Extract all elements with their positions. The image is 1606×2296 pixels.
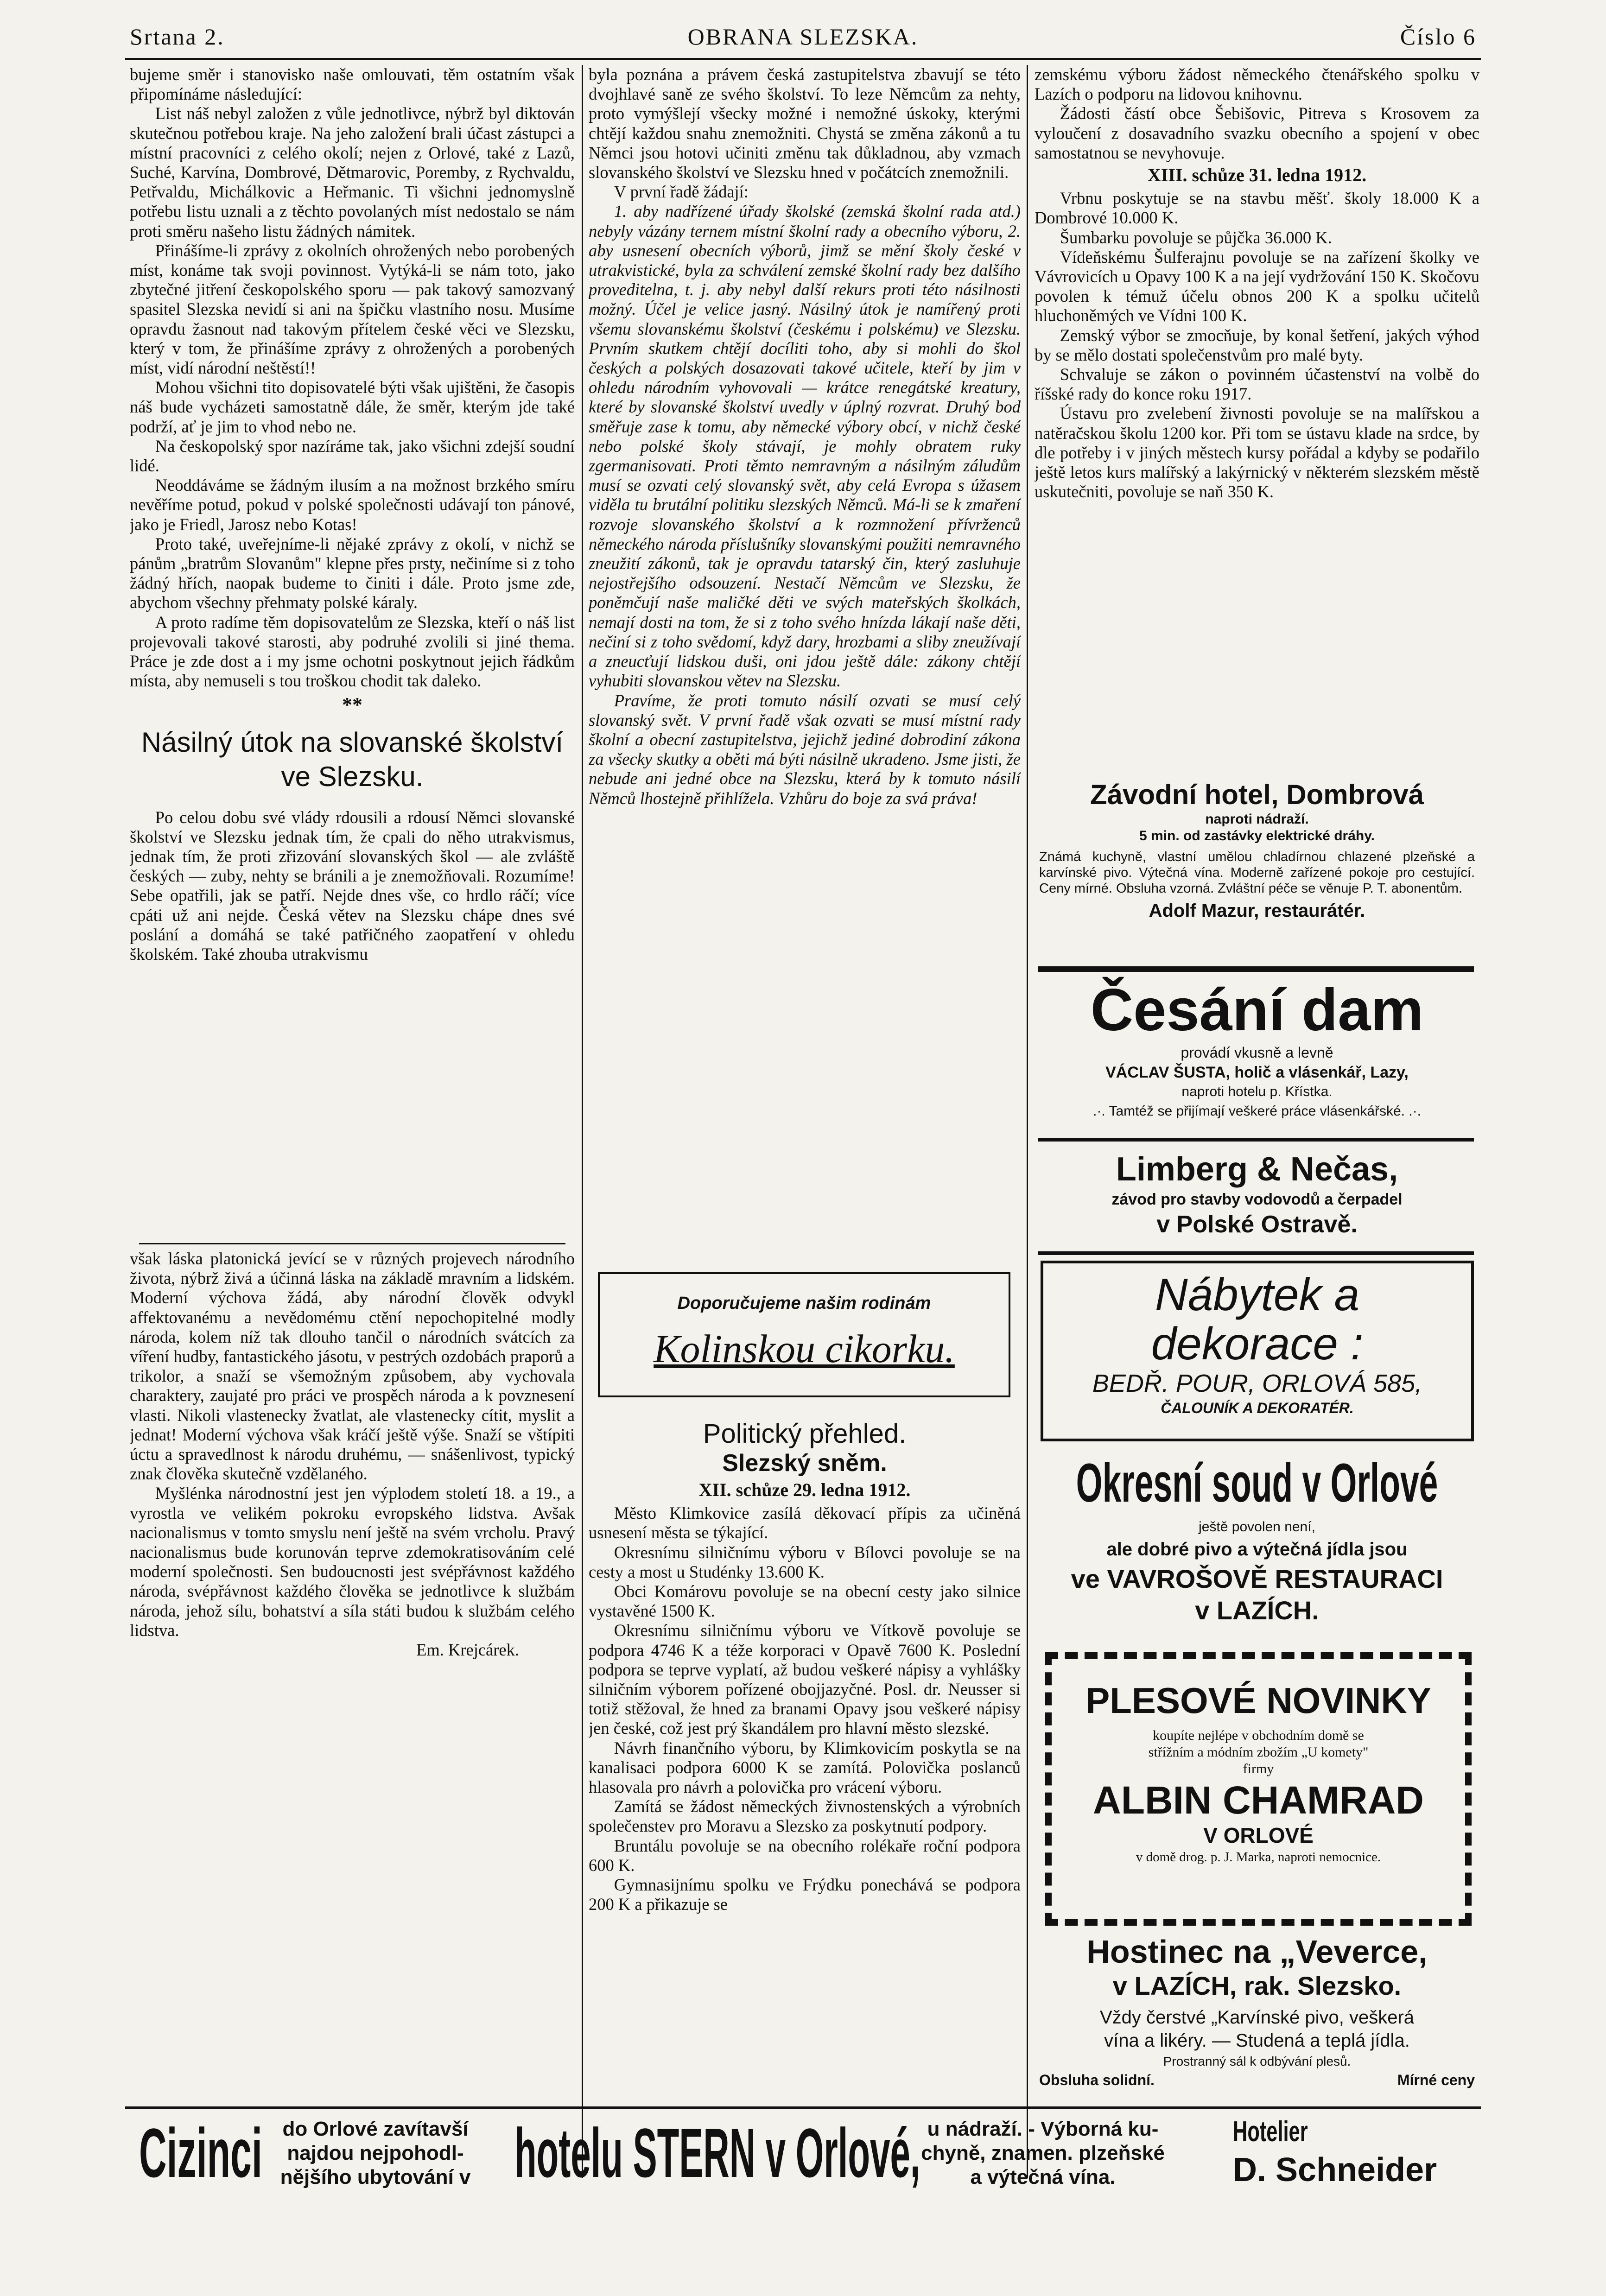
paragraph: Šumbarku povoluje se půjčka 36.000 K. <box>1060 228 1332 247</box>
ad-line: Vždy čerstvé „Karvínské pivo, veškerá <box>1099 2007 1415 2028</box>
ad-line: závod pro stavby vodovodů a čerpadel <box>1111 1191 1403 1208</box>
paragraph: Vrbnu poskytuje se na stavbu měšť. školy 18.000 K a Dombrové 10.000 K. <box>1035 189 1479 228</box>
session-heading: XII. schůze 29. ledna 1912. <box>698 1479 911 1500</box>
paragraph: List náš nebyl založen z vůle jednotlivce, nýbrž byl diktován skutečnou potřebou kraje. Na jeho založení brali účast zástupci a místní pracovníci z celého okolí; nejen z Orlové, také z Lazů, Suché, Karvína, Dombrové, Dětmarovic, Poremby, z Rychvaldu, Petřvaldu, Michálkovic a Heřmanic. Ti všichni jednomyslně potřebu listu uznali a z těchto povolaných míst nedostalo se nám proti směru našeho listu žádných námitek. <box>130 104 575 241</box>
ad-divider <box>1038 1138 1474 1142</box>
paragraph: Zamítá se žádost německých živnostenských a výrobních společenstev pro Moravu a Slezsko za poskytnutí podpory. <box>589 1797 1021 1836</box>
ad-title: PLESOVÉ NOVINKY <box>1085 1680 1431 1721</box>
paragraph: Pravíme, že proti tomuto násilí ozvati se musí celý slovanský svět. V první řadě však ozvati se musí místní rady školní a obecní zastupitelstva, jejichž jediné dobrodiní zákona za všecky skutky a oběti má býti násilně ukradeno. Jsme jisti, že nebude ani jedné obce na Slezsku, která by k tomuto násilí Němců lhostejně přihlížela. Vzhůru do boje za svá práva! <box>589 691 1021 808</box>
column-divider-1 <box>582 65 583 2178</box>
ad-line: firmy <box>1243 1761 1274 1776</box>
paragraph: však láska platonická jevící se v různých projevech národního života, nýbrž živá a účinná láska na základě mravním a lidském. Moderní výchova žádá, aby národní člověk odvykl affektovanému a nevědomému ctění nepochopitelné modly národa, kolem níž tak dlouho tančil o národních svátcích za víření hudby, fantastického jásotu, v pestrých ozdobách praporů a trikolor, a snaží se všemožným způsobem, aby vychovala charaktery, zaujaté pro práci ve prospěch národa a k povznesení vlasti. Nikoli vlastenecky žvatlat, ale vlastenecky cítit, myslit a jednat! Moderní výchova však kráčí ještě výše. Snaží se vštípiti úctu a spravedlnost k národu druhému, — snášenlivost, typický znak člověka skutečně vzdělaného. <box>130 1249 575 1484</box>
paragraph: zemskému výboru žádost německého čtenářského spolku v Lazích o podporu na lidovou knihovnu. <box>1035 65 1479 104</box>
issue-number: Číslo 6 <box>1400 24 1476 50</box>
ad-name: ALBIN CHAMRAD <box>1093 1778 1424 1822</box>
column-1-upper <box>130 65 575 1237</box>
newspaper-title: OBRANA SLEZSKA. <box>687 24 919 50</box>
ad-line: Mírné ceny <box>1397 2072 1475 2088</box>
ad-line: .·. Tamtéž se přijímají veškeré práce vlásenkářské. .·. <box>1092 1104 1422 1119</box>
paragraph: Žádosti částí obce Šebišovic, Pitreva s Krosovem za vyloučení z dosavadního svazku obecního a spojení v obec samostatnou se nevyhovuje. <box>1035 104 1479 162</box>
ad-title: Nábytek a <box>1155 1269 1360 1320</box>
paragraph: Obci Komárovu povoluje se na obecní cesty jako silnice vystavěné 1500 K. <box>589 1582 1021 1621</box>
ad-line: naproti nádraží. <box>1205 812 1309 827</box>
paragraph: Ústavu pro zvelebení živnosti povoluje se na malířskou a natěračskou školu 1200 kor. Při tom se ústavu klade na srdce, by dle potřeby i v jiných městech kursy pořádal a kdyby se podařilo ještě letos kurs malířský a lakýrnický v některém slezském městě uskutečniti, povoluje se naň 350 K. <box>1035 404 1479 501</box>
column-divider-2 <box>1027 65 1028 2178</box>
ad-body: Známá kuchyně, vlastní umělou chladírnou chlazené plzeňské a karvínské pivo. Výtečná vína. Moderně zařízené pokoje pro cestující. Ceny mírné. Obsluha vzorná. Zvláštní péče se věnuje P. T. abonentům. <box>1039 850 1475 896</box>
ad-title: Závodní hotel, Dombrová <box>1090 779 1424 810</box>
ad-owner: Adolf Mazur, restaurátér. <box>1149 901 1365 921</box>
ad-line: ale dobré pivo a výtečná jídla jsou <box>1106 1539 1408 1560</box>
paragraph: Zemský výbor se zmocňuje, by konal šetření, jakých výhod by se mělo dostati společenstvům pro malé byty. <box>1035 325 1479 364</box>
advertisement-cesani-dam <box>1035 978 1479 1154</box>
ad-line: chyně, znamen. plzeňské <box>921 2142 1165 2164</box>
paragraph: Návrh finančního výboru, by Klimkovicím poskytla se na kanalisaci podpora 6000 K se zamítá. Polovička poslanců hlasovala pro návrh a polovička pro vrácení výboru. <box>589 1738 1021 1797</box>
paragraph: Myšlénka národnostní jest jen výplodem století 18. a 19., a vyrostla ve velikém pokroku evropského lidstva. Avšak nacionalismus v tomto smyslu není ještě na svém vrcholu. Pravý nacionalismus bude korunován teprve zdemokratisováním celé moderní společnosti. Sen budoucnosti jest svépřávnost každého národa, svépřávnost každého člověka se jednotlivce k službám národa, jehož sílu, bohatství a síla státi budou k službám celého lidstva. <box>130 1484 575 1640</box>
ad-line: najdou nejpohodl- <box>287 2142 464 2164</box>
ad-line: Prostranný sál k odbývání plesů. <box>1163 2054 1351 2068</box>
subsection-heading: Slezský sněm. <box>722 1450 887 1477</box>
ad-line: střížním a módním zbožím „U komety" <box>1148 1744 1369 1760</box>
ad-line: v domě drog. p. J. Marka, naproti nemocnice. <box>1136 1850 1381 1865</box>
ad-hotel-stern: hotelu STERN v Orlové, <box>514 2114 920 2192</box>
ad-line: Obsluha solidní. <box>1039 2072 1155 2088</box>
ad-line: ve VAVROŠOVĚ RESTAURACI <box>1071 1564 1443 1593</box>
section-heading: Politický přehled. <box>703 1419 907 1449</box>
paragraph: Proto také, uveřejníme-li nějaké zprávy z okolí, v nichž se pánům „bratrům Slovanům" klepne přes prsty, nečiníme si z toho žádný hřích, naopak budeme to činiti i dále. Proto jsme zde, abychom všechny přehmaty polské káraly. <box>130 534 575 612</box>
column-2-lower <box>589 1414 1021 2178</box>
column-1-break-rule <box>139 1243 565 1244</box>
ad-title: Česání dam <box>1090 977 1424 1043</box>
ad-title: dekorace : <box>1151 1318 1364 1369</box>
ad-divider <box>1038 1251 1474 1255</box>
ad-line: naproti hotelu p. Křístka. <box>1181 1084 1333 1099</box>
paragraph: Schvaluje se zákon o povinném účastenství na volbě do říšské rady do konce roku 1917. <box>1035 365 1479 404</box>
advertisement-hostinec-veverka <box>1035 1933 1479 2099</box>
ad-title: Okresní soud v Orlové <box>1076 1452 1438 1514</box>
paragraph: Okresnímu silničnímu výboru ve Vítkově povoluje se podpora 4746 K a téže korporaci v Opavě 7600 K. Poslední podpora se teprve vyplatí, až budou veškeré nápisy a vyhlášky silničním výborem pořízené obojjazyčné. Posl. dr. Neusser si totiž stěžoval, že hned za branami Opavy jsou veškeré nápisy jen české, což jest prý škandálem pro hlavní město slezské. <box>589 1621 1021 1738</box>
ad-title: Limberg & Nečas, <box>1116 1151 1398 1188</box>
ad-line: vína a likéry. — Studená a teplá jídla. <box>1104 2030 1410 2051</box>
advertisement-cikorka <box>598 1272 1010 1397</box>
paragraph: bujeme směr i stanovisko naše omlouvati, těm ostatním však připomínáme následující: <box>130 65 575 104</box>
paragraph: 1. aby nadřízené úřady školské (zemská školní rada atd.) nebyly vázány ternem místní školní rady a obecního výboru, 2. aby usnesení obecních výborů, jimž se mění školy české v utrakvistické, byla za schválení zemské školní rady bez dalšího proveditelna, t. j. aby nebyl další rekurs proti této násilnosti možný. Účel je velice jasný. Násilný útok je namířený proti všemu slovanskému školství (českému i polskému) ve Slezsku. Prvním skutkem chtějí docíliti toho, aby si mohli do škol českých a polských dosazovati takové učitele, kteří by jim v ohledu národním vyhovovali — krátce renegátské kreatury, které by slovanské školství uvedly v úplný rozvrat. Druhý bod směřuje zase k tomu, aby německé výbory obcí, v nichž české nebo polské školy stávají, je mohly obratem ruky zgermanisovati. Proti těmto nemravným a násilným záludům musí se ozvati celý slovanský svět, aby celá Evropa s úžasem viděla tu brutální politiku slezských Němců. Má-li se k zmaření rozvoje slovanského školství a k rozmnožení přívrženců německého národa příslušníky slovanskými použiti nemravného zneužití zákonů, tak je opravdu tatarský čin, který zasluhuje nejostřejšího odsouzení. Nestačí Němcům ve Slezsku, že poněmčují naše maličké děti ve svých mateřských školkách, nemají dosti na tom, že si z toho svého hnízda lákají naše děti, nečiní si z toho svědomí, když dary, hrozbami a sliby zneužívají a zneucťují lidskou duši, oni jdou ještě dále: zákony chtějí vyhubiti slovanskou větev na Slezsku. <box>589 202 1021 691</box>
advertisement-plesove-novinky <box>1045 1652 1472 1926</box>
ad-line: Doporučujeme našim rodinám <box>677 1294 931 1313</box>
ad-line: do Orlové zavítavší <box>282 2118 469 2140</box>
ad-hotelier: Hotelier <box>1233 2116 1308 2148</box>
paragraph: A proto radíme těm dopisovatelům ze Slezska, kteří o náš list projevovali takové starosti, aby podruhé zvolili si jiné thema. Práce je zde dost a i my jsme ochotni poskytnout jejich řádkům místa, aby nemuseli s tou troškou chodit tak daleko. <box>130 612 575 691</box>
paragraph: Město Klimkovice zasílá děkovací přípis za učiněná usnesení města se týkající. <box>589 1503 1021 1542</box>
paragraph: byla poznána a právem česká zastupitelstva zbavují se této dvojhlavé saně ze svého školství. To leze Němcům za nehty, proto vymýšlejí všecky možné i nemožné úskoky, kterými chtějí každou snahu znemožniti. Chystá se změna zákonů a tu Němci jsou hotovi učiniti změnu tak důkladnou, aby vzmach slovanského školství ve Slezsku hned v počátcích znemožnili. <box>589 65 1021 182</box>
paragraph: Vídeňskému Šulferajnu povoluje se na zařízení školky ve Vávrovicích u Opavy 100 K a na její vydržování 150 K. Skočovu povolen k témuž účelu obnos 200 K a spolku učitelů hluchoněmých ve Vídni 100 K. <box>1035 247 1479 325</box>
ad-line: v LAZÍCH. <box>1195 1596 1319 1625</box>
ad-line: provádí vkusně a levně <box>1181 1044 1333 1061</box>
paragraph: Neoddáváme se žádným ilusím a na možnost brzkého smíru nevěříme potud, pokud v polské společnosti udávají ton pánové, jako je Friedl, Jarosz nebo Kotas! <box>130 476 575 534</box>
paragraph: Přinášíme-li zprávy z okolních ohrožených nebo porobených míst, konáme tak svoji povinnost. Vytýká-li se nám toto, jako zbytečné jitření českopolského sporu — pak takový samozvaný spasitel Slezska nevidí si ani na špičku vlastního nosu. Musíme opravdu žasnout nad takovým přítelem české věci ve Slezsku, který v tom, že přinášíme zprávy z ohrožených a porobených míst, vidí národní neštěstí!! <box>130 241 575 378</box>
page-number: Srtana 2. <box>130 24 225 50</box>
author-signature: Em. Krejcárek. <box>416 1640 519 1660</box>
column-1-lower <box>130 1249 575 2176</box>
ad-line: u nádraží. - Výborná ku- <box>927 2118 1159 2140</box>
paragraph: V první řadě žádají: <box>614 182 749 202</box>
article-heading: Násilný útok na slovanské školství ve Slezsku. <box>141 726 564 792</box>
ad-brand: Kolinskou cikorku. <box>654 1326 955 1371</box>
ad-line: nějšího ubytování v <box>280 2166 471 2188</box>
paragraph: Okresnímu silničnímu výboru v Bílovci povoluje se na cesty a most u Studénky 13.600 K. <box>589 1542 1021 1581</box>
advertisement-hotel-stern <box>139 2113 1474 2197</box>
header-rule <box>125 58 1481 60</box>
paragraph: Po celou dobu své vlády rdousili a rdousí Němci slovanské školství ve Slezsku jednak tím, že cpali do něho utrakvismus, jednak tím, že proti zřizování slovanských škol — ale zvláště českých — zuby, nehty se bránili a je znemožňovali. Rozumíme! Sebe opatřili, jak se patří. Nejde dnes vše, co hrdlo ráčí; více cpáti už ani nejde. Česká větev na Slezsku chápe dnes své poslání a domáhá se také patřičného zaopatření v ohledu školském. Také zhouba utrakvismu <box>130 807 575 964</box>
ad-line: ČALOUNÍK A DEKORATÉR. <box>1161 1400 1354 1416</box>
ad-line: v Polské Ostravě. <box>1156 1211 1358 1238</box>
paragraph: Mohou všichni tito dopisovatelé býti však ujištěni, že časopis náš bude vycházeti samostatně dále, že směr, kterým jde také podrží, ať je jim to vhod nebo ne. <box>130 378 575 436</box>
ad-cizinci: Cizinci <box>139 2114 262 2192</box>
column-2-upper <box>589 65 1021 1251</box>
paragraph: Bruntálu povoluje se na obecního rolékaře roční podpora 600 K. <box>589 1836 1021 1875</box>
advertisement-hotel-dombrova <box>1035 779 1479 964</box>
ad-owner: D. Schneider <box>1233 2151 1437 2188</box>
ad-line: V ORLOVÉ <box>1203 1823 1314 1847</box>
advertisement-nabytek <box>1041 1261 1474 1441</box>
ad-title: v LAZÍCH, rak. Slezsko. <box>1112 1971 1402 2000</box>
ad-line: a výtečná vína. <box>970 2166 1116 2188</box>
advertisement-limberg-necas <box>1035 1149 1479 1256</box>
paragraph: Na českopolský spor nazíráme tak, jako všichni zdejší soudní lidé. <box>130 436 575 476</box>
ad-title: Hostinec na „Veverce, <box>1086 1934 1428 1970</box>
ad-line: BEDŘ. POUR, ORLOVÁ 585, <box>1092 1370 1422 1397</box>
column-3-upper <box>1035 65 1479 779</box>
separator-stars: ** <box>342 693 362 716</box>
ad-divider <box>1038 966 1474 972</box>
ad-line: ještě povolen není, <box>1199 1519 1315 1535</box>
ad-line: 5 min. od zastávky elektrické dráhy. <box>1139 828 1375 844</box>
ad-line: koupíte nejlépe v obchodním domě se <box>1153 1728 1364 1743</box>
paragraph: Gymnasijnímu spolku ve Frýdku ponechává se podpora 200 K a přikazuje se <box>589 1875 1021 1914</box>
session-heading: XIII. schůze 31. ledna 1912. <box>1147 165 1367 186</box>
ad-line: VÁCLAV ŠUSTA, holič a vlásenkář, Lazy, <box>1105 1064 1409 1081</box>
advertisement-vavros-restaurace <box>1035 1448 1479 1648</box>
footer-rule <box>125 2106 1481 2109</box>
